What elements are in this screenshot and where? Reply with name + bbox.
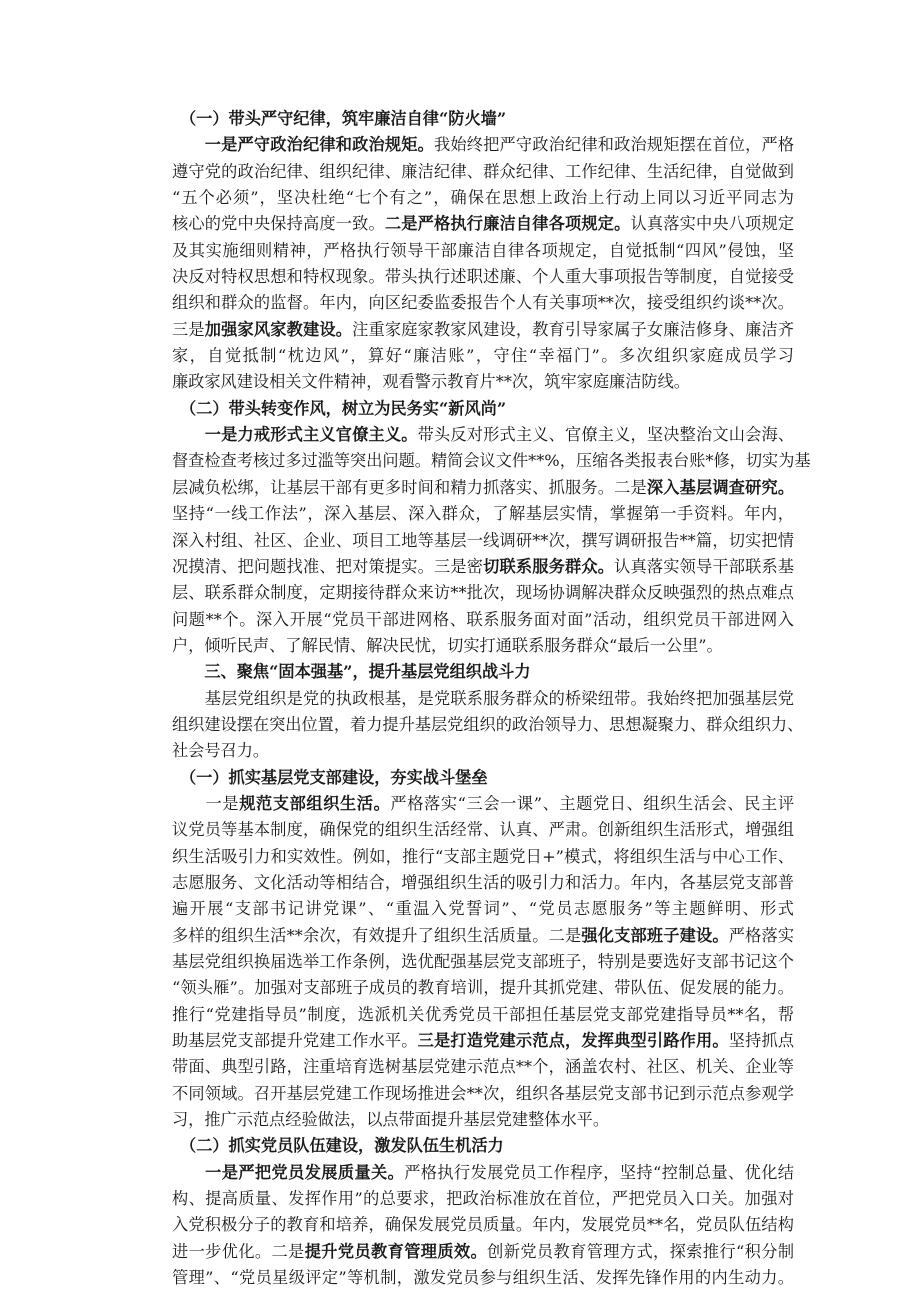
- text-line: [172, 633, 794, 659]
- text-line: [172, 1239, 794, 1265]
- bold-text: 强化支部班子建设。: [581, 925, 729, 945]
- text-segment: 推行“党建指导员”制度，选派机关优秀党员干部担任基层党支部党建指导员**名，帮: [172, 1004, 794, 1024]
- bold-text: （一）带头严守纪律，筑牢廉洁自律“防火墙”: [180, 109, 507, 128]
- text-line: [172, 1028, 794, 1054]
- text-line: [172, 791, 794, 817]
- text-line: [172, 949, 794, 975]
- text-segment: 不同领域。召开基层党建工作现场推进会**次，组织各基层党支部书记到示范点参观学: [172, 1083, 794, 1103]
- text-segment: 问题**个。深入开展“党员干部进网格、联系服务面对面”活动，组织党员干部进网入: [172, 609, 794, 629]
- text-line: [172, 1160, 794, 1186]
- text-segment: “五个必须”，坚决杜绝“七个有之”，确保在思想上政治上行动上同以习近平同志为: [172, 188, 794, 208]
- text-segment: 廉政家风建设相关文件精神，观看警示教育片**次，筑牢家庭廉洁防线。: [172, 372, 690, 392]
- text-segment: 创新党员教育管理方式，探索推行“积分制: [487, 1241, 795, 1261]
- section-heading: [172, 659, 794, 685]
- text-line: [172, 211, 794, 237]
- text-segment: 严格落实“三会一课”、主题党日、组织生活会、民主评: [390, 793, 794, 813]
- text-segment: 督查检查考核过多过滥等突出问题。精简会议文件**%，压缩各类报表台账*修，切实为基: [172, 451, 811, 471]
- text-line: [172, 1002, 794, 1028]
- text-segment: 坚持抓点: [728, 1031, 795, 1051]
- text-segment: 严格落实: [728, 925, 795, 945]
- text-line: [172, 1186, 794, 1212]
- text-segment: 户，倾听民声、了解民情、解决民忧，切实打通联系服务群众“最后一公里”。: [172, 635, 723, 655]
- text-line: [172, 238, 794, 264]
- section-heading: [172, 106, 794, 132]
- bold-text: （二）抓实党员队伍建设，激发队伍生机活力: [180, 1136, 504, 1156]
- text-segment: 组织建设摆在突出位置，着力提升基层党组织的政治领导力、思想凝聚力、群众组织力、: [172, 714, 804, 734]
- text-segment: 严格执行发展党员工作程序，坚持“控制总量、优化结: [404, 1162, 794, 1182]
- text-segment: 一是: [172, 793, 240, 813]
- text-segment: 及其实施细则精神，严格执行领导干部廉洁自律各项规定，自觉抵制“四风”侵蚀，坚: [172, 240, 794, 260]
- document-body: [172, 106, 811, 1291]
- text-line: [172, 975, 794, 1001]
- text-segment: 家，自觉抵制“枕边风”，算好“廉洁账”，守住“幸福门”。多次组织家庭成员学习: [172, 346, 794, 366]
- text-line: [172, 132, 794, 158]
- text-line: [172, 317, 794, 343]
- text-segment: 三是: [172, 319, 205, 339]
- text-segment: 况摸清、把问题找准、把对策提实。三是密: [172, 556, 484, 576]
- text-line: [172, 159, 794, 185]
- text-segment: 多样的组织生活**余次，有效提升了组织生活质量。二是: [172, 925, 582, 945]
- text-line: [172, 607, 794, 633]
- text-line: [172, 185, 794, 211]
- section-heading: [172, 1133, 794, 1159]
- text-line: [172, 264, 794, 290]
- text-line: [172, 1054, 794, 1080]
- text-line: [172, 1081, 794, 1107]
- text-line: [172, 1107, 794, 1133]
- text-segment: 决反对特权思想和特权现象。带头执行述职述廉、个人重大事项报告等制度，自觉接受: [172, 267, 794, 287]
- text-segment: 坚持“一线工作法”，深入基层、深入群众，了解基层实情，掌握第一手资料。年内，: [172, 504, 794, 524]
- text-segment: 织生活吸引力和实效性。例如，推行“支部主题党日+”模式，将组织生活与中心工作、: [172, 846, 794, 866]
- bold-text: 深入基层调查研究。: [646, 477, 795, 497]
- text-segment: 带面、典型引路，注重培育选树基层党建示范点**个，涵盖农村、社区、机关、企业等: [172, 1057, 794, 1077]
- text-line: [172, 686, 794, 712]
- text-line: [172, 712, 804, 738]
- section-heading: [172, 765, 794, 791]
- text-segment: 我始终把严守政治纪律和政治规矩摆在首位，严格: [433, 135, 795, 155]
- text-line: [172, 475, 794, 501]
- bold-text: 提升党员教育管理质效。: [304, 1241, 488, 1261]
- bold-text: 二是严格执行廉洁自律各项规定。: [384, 214, 631, 234]
- text-segment: 认真落实中央八项规定: [630, 214, 795, 234]
- bold-text: 三是打造党建示范点，发挥典型引路作用。: [417, 1031, 729, 1051]
- text-segment: 管理”、“党员星级评定”等机制，激发党员参与组织生活、发挥先锋作用的内生动力。: [172, 1268, 794, 1288]
- text-line: [172, 738, 794, 764]
- bold-text: 规范支部组织生活。: [239, 793, 391, 813]
- text-line: [172, 923, 794, 949]
- text-line: [172, 422, 794, 448]
- text-segment: 深入村组、社区、企业、项目工地等基层一线调研**次，撰写调研报告**篇，切实把情: [172, 530, 794, 550]
- text-line: [172, 369, 794, 395]
- text-segment: 遍开展“支部书记讲党课”、“重温入党誓词”、“党员志愿服务”等主题鲜明、形式: [172, 899, 794, 919]
- text-segment: 核心的党中央保持高度一致。: [172, 214, 385, 234]
- text-segment: 进一步优化。二是: [172, 1241, 305, 1261]
- bold-text: （一）抓实基层党支部建设，夯实战斗堡垒: [180, 767, 488, 787]
- text-segment: 注重家庭家教家风建设，教育引导家属子女廉洁修身、廉洁齐: [352, 319, 795, 339]
- text-segment: 入党积极分子的教育和培养，确保发展党员质量。年内，发展党员**名，党员队伍结构: [172, 1215, 794, 1235]
- bold-text: 加强家风家教建设。: [204, 319, 353, 339]
- text-segment: 助基层党支部提升党建工作水平。: [172, 1031, 418, 1051]
- text-line: [172, 870, 794, 896]
- text-line: [172, 1212, 794, 1238]
- text-segment: 志愿服务、文化活动等相结合，增强组织生活的吸引力和活力。年内，各基层党支部普: [172, 872, 794, 892]
- text-segment: “领头雁”。加强对支部班子成员的教育培训，提升其抓党建、带队伍、促发展的能力。: [172, 978, 794, 998]
- text-line: [172, 580, 794, 606]
- text-line: [172, 1265, 794, 1291]
- text-segment: 议党员等基本制度，确保党的组织生活经常、认真、严肃。创新组织生活形式，增强组: [172, 820, 794, 840]
- text-segment: 习，推广示范点经验做法，以点带面提升基层党建整体水平。: [172, 1110, 610, 1130]
- text-line: [172, 501, 794, 527]
- text-line: [172, 817, 794, 843]
- text-segment: 组织和群众的监督。年内，向区纪委监委报告个人有关事项**次，接受组织约谈**次。: [172, 293, 794, 313]
- text-line: [172, 290, 794, 316]
- text-segment: 遵守党的政治纪律、组织纪律、廉洁纪律、群众纪律、工作纪律、生活纪律，自觉做到: [172, 161, 794, 181]
- text-line: [172, 528, 794, 554]
- bold-text: （二）带头转变作风，树立为民务实“新风尚”: [180, 398, 507, 418]
- bold-text: 三、聚焦“固本强基”，提升基层党组织战斗力: [172, 662, 531, 682]
- text-line: [172, 554, 794, 580]
- bold-text: 一是严守政治纪律和政治规矩。: [172, 135, 434, 155]
- bold-text: 一是力戒形式主义官僚主义。: [172, 425, 418, 445]
- text-line: [172, 896, 794, 922]
- text-segment: 层、联系群众制度，定期接待群众来访**批次，现场协调解决群众反映强烈的热点难点: [172, 583, 794, 603]
- text-segment: 带头反对形式主义、官僚主义，坚决整治文山会海、: [417, 425, 795, 445]
- text-segment: 构、提高质量、发挥作用”的总要求，把政治标准放在首位，严把党员入口关。加强对: [172, 1189, 794, 1209]
- text-line: [172, 844, 794, 870]
- text-segment: 社会号召力。: [172, 741, 270, 761]
- bold-text: 一是严把党员发展质量关。: [172, 1162, 405, 1182]
- text-segment: 认真落实领导干部联系基: [614, 556, 795, 576]
- bold-text: 切联系服务群众。: [483, 556, 615, 576]
- section-heading: [172, 396, 794, 422]
- text-segment: 基层党组织换届选举工作条例，选优配强基层党支部班子，特别是要选好支部书记这个: [172, 952, 794, 971]
- text-segment: 基层党组织是党的执政根基，是党联系服务群众的桥梁纽带。我始终把加强基层党: [172, 688, 794, 708]
- text-segment: 层减负松绑，让基层干部有更多时间和精力抓落实、抓服务。二是: [172, 477, 647, 497]
- text-line: [172, 448, 811, 474]
- text-line: [172, 343, 794, 369]
